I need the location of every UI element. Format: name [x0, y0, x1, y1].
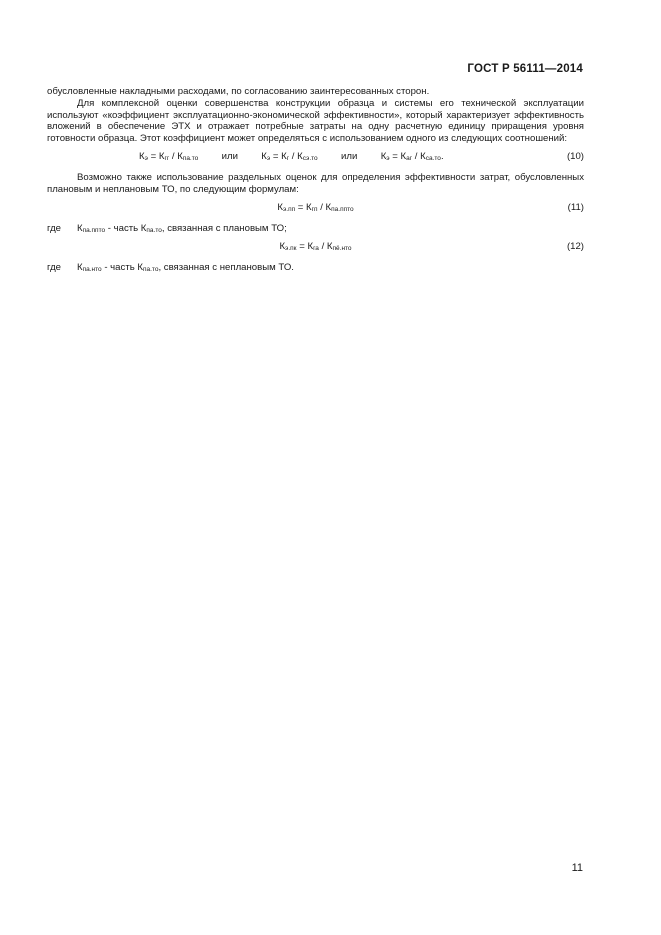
- formula-10-c-sub2: аг: [406, 154, 413, 162]
- formula-12-div: / К: [318, 240, 333, 252]
- where-2-definition: [77, 262, 294, 274]
- formula-11-symbol: К: [277, 201, 283, 213]
- where-1-label: где: [47, 222, 62, 234]
- formula-10-end: .: [440, 150, 444, 162]
- where-1-sub: па.ппто: [82, 226, 106, 234]
- formula-10-b-sub3: сэ.то: [302, 154, 318, 162]
- formula-10-a-sub2: гг: [164, 154, 170, 162]
- formula-11-div: / К: [317, 201, 332, 213]
- formula-12-number: (12): [566, 240, 584, 252]
- formula-11-sub2: гп: [311, 205, 318, 213]
- formula-10-c-div: / К: [412, 150, 426, 162]
- where-clause-2: [47, 262, 584, 274]
- formula-10-expression: [139, 151, 444, 163]
- formula-12-eq: = К: [296, 240, 314, 252]
- formula-10-c-sub: э: [386, 154, 390, 162]
- where-2-sub: па.нто: [82, 265, 102, 273]
- formula-10-a-eq: = К: [147, 150, 165, 162]
- formula-10-b-symbol: К: [261, 150, 267, 162]
- formula-12-sub3: пё.нто: [332, 244, 352, 252]
- formula-12-sub: э.пк: [285, 244, 297, 252]
- formula-10: [47, 151, 584, 165]
- formula-10-b-div: / К: [289, 150, 303, 162]
- formula-11-expression: [47, 202, 584, 214]
- formula-10-number: (10): [566, 150, 584, 162]
- where-2-label: где: [47, 261, 62, 273]
- where-1-sub2: па.то: [146, 226, 162, 234]
- where-1-text-mid: - часть К: [105, 222, 147, 234]
- formula-10-a-sub: э: [144, 154, 148, 162]
- formula-10-or-1: или: [221, 150, 238, 162]
- formula-10-a-symbol: К: [139, 150, 145, 162]
- document-standard-id: ГОСТ Р 56111—2014: [467, 63, 583, 75]
- formula-11-sub: э.пп: [282, 205, 296, 213]
- formula-10-or-2: или: [341, 150, 358, 162]
- formula-10-a-sub3: па.то: [182, 154, 199, 162]
- where-2-text-end: , связанная с неплановым ТО.: [158, 261, 294, 273]
- page-number: 11: [571, 862, 583, 874]
- where-1-text-end: , связанная с плановым ТО;: [161, 222, 287, 234]
- formula-10-a-div: / К: [169, 150, 183, 162]
- where-1-definition: [77, 223, 287, 235]
- paragraph-3: Возможно также использование раздельных оценок для определения эффективности затрат, обусловленных плановым и неплановым ТО, по следующим формулам:: [47, 171, 584, 195]
- formula-10-b-sub: э: [266, 154, 271, 162]
- formula-12-expression: [47, 241, 584, 253]
- formula-12-sub2: га: [313, 244, 319, 252]
- formula-11-eq: = К: [295, 201, 312, 213]
- formula-10-c-eq: = К: [389, 150, 407, 162]
- paragraph-2: Для комплексной оценки совершенства конструкции образца и системы его технической эксплуатации используют «коэффициент эксплуатационно-экономической эффективности», который характеризует эффективность вложений в обеспечение ЭТХ и отражает потребные затраты на одну расчетную единицу приращения уровня готовности образца. Этот коэффициент может определяться с использованием одного из следующих соотношений:: [47, 97, 584, 145]
- where-2-symbol: К: [77, 261, 83, 273]
- formula-10-c-symbol: К: [380, 150, 387, 162]
- formula-10-b-sub2: г: [286, 154, 290, 162]
- formula-10-c-sub3: са.то: [425, 154, 441, 162]
- where-1-symbol: К: [77, 222, 83, 234]
- where-2-text-mid: - часть К: [101, 261, 143, 273]
- formula-11-number: (11): [567, 201, 584, 213]
- formula-11-sub3: па.ппто: [331, 205, 354, 213]
- formula-11: [47, 202, 584, 216]
- formula-12-symbol: К: [279, 240, 286, 252]
- formula-10-b-eq: = К: [270, 150, 287, 162]
- document-body: [47, 86, 584, 276]
- where-2-sub2: па.то: [142, 265, 159, 273]
- paragraph-1: обусловленные накладными расходами, по согласованию заинтересованных сторон.: [47, 86, 430, 97]
- where-clause-1: [47, 223, 584, 235]
- formula-12: [47, 241, 584, 255]
